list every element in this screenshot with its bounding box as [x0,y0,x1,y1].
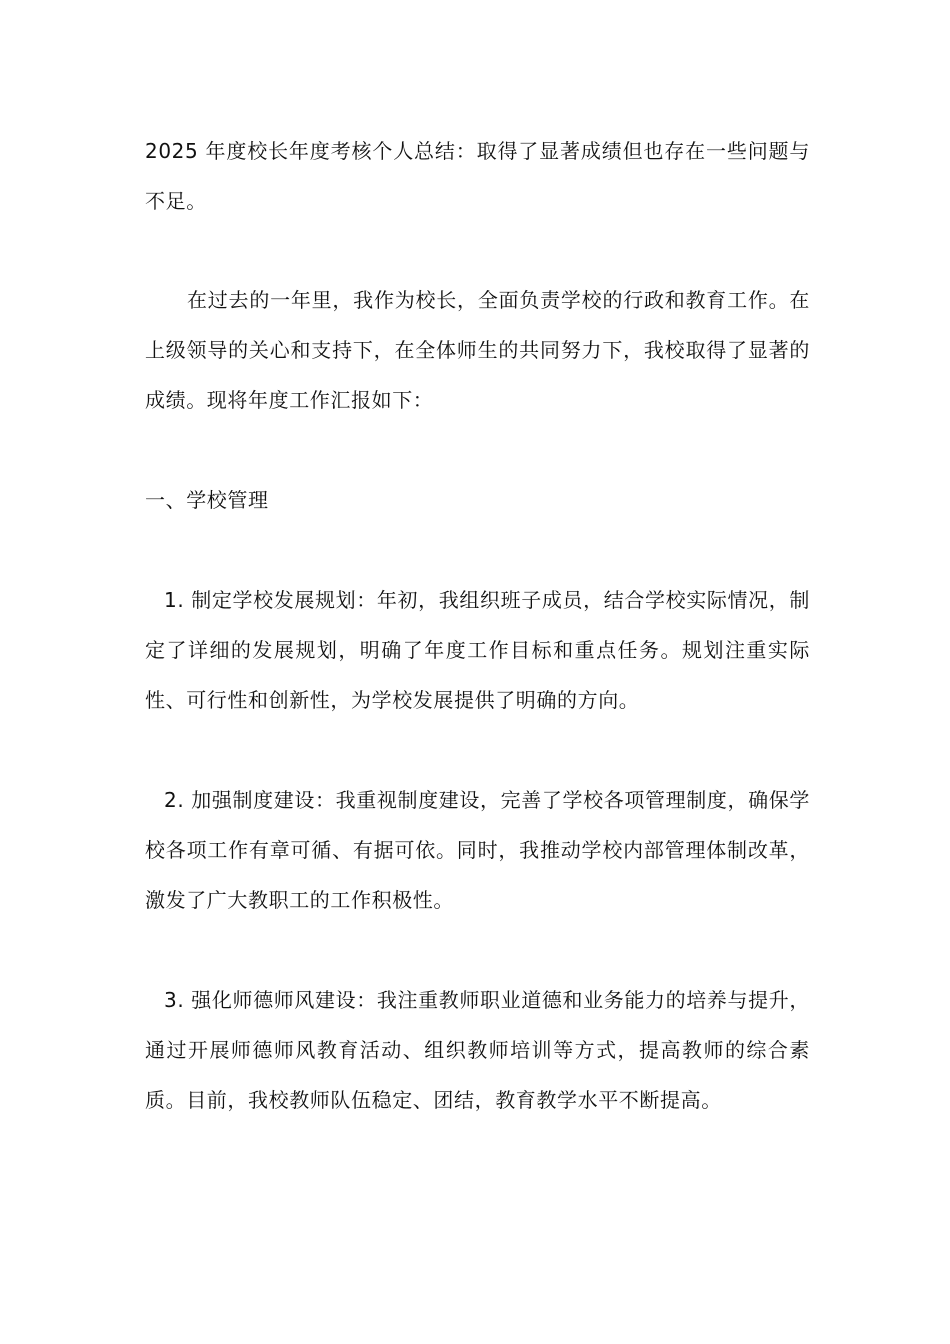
document-title: 2025 年度校长年度考核个人总结：取得了显著成绩但也存在一些问题与不足。 [145,139,810,213]
section-heading: 一、学校管理 [145,488,269,512]
list-item: 2. 加强制度建设：我重视制度建设，完善了学校各项管理制度，确保学校各项工作有章可循、有据可依。同时，我推动学校内部管理体制改革，激发了广大教职工的工作积极性。 [145,788,810,912]
list-item: 1. 制定学校发展规划：年初，我组织班子成员，结合学校实际情况，制定了详细的发展规划，明确了年度工作目标和重点任务。规划注重实际性、可行性和创新性，为学校发展提供了明确的方向。 [145,588,810,712]
list-item: 3. 强化师德师风建设：我注重教师职业道德和业务能力的培养与提升，通过开展师德师风教育活动、组织教师培训等方式，提高教师的综合素质。目前，我校教师队伍稳定、团结，教育教学水平不断提高。 [145,988,810,1112]
intro-paragraph: 在过去的一年里，我作为校长，全面负责学校的行政和教育工作。在上级领导的关心和支持下，在全体师生的共同努力下，我校取得了显著的成绩。现将年度工作汇报如下： [145,288,810,412]
